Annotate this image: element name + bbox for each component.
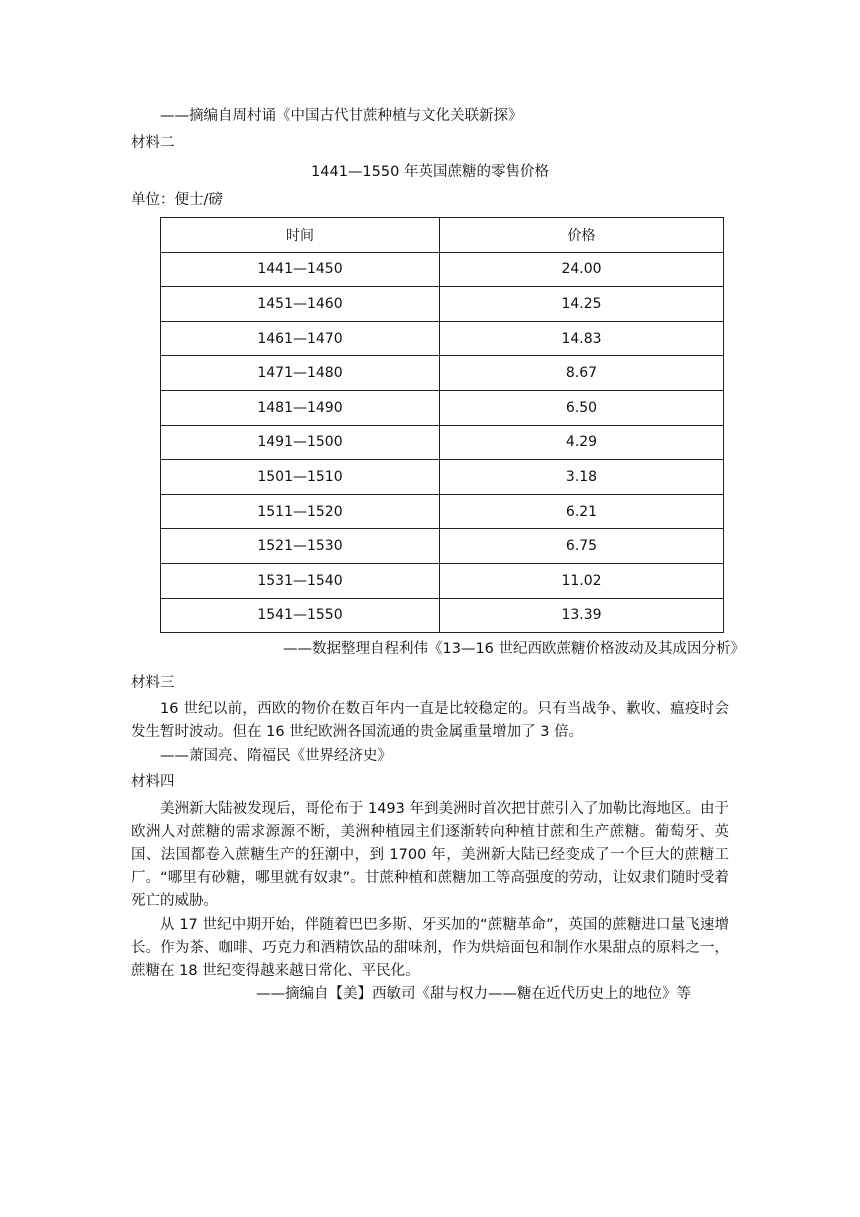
table-row <box>161 356 724 391</box>
price-cell: 14.25 <box>440 287 724 322</box>
table-row <box>161 460 724 495</box>
price-cell: 6.50 <box>440 390 724 425</box>
period-cell: 1501—1510 <box>161 460 440 495</box>
material2-source: ——数据整理自程利伟《13—16 世纪西欧蔗糖价格波动及其成因分析》 <box>283 641 746 657</box>
price-cell: 24.00 <box>440 252 724 287</box>
table-title: 1441—1550 年英国蔗糖的零售价格 <box>311 164 549 180</box>
price-cell: 14.83 <box>440 321 724 356</box>
price-cell: 13.39 <box>440 598 724 633</box>
column-header-period: 时间 <box>161 218 440 253</box>
table-row <box>161 425 724 460</box>
period-cell: 1471—1480 <box>161 356 440 391</box>
period-cell: 1541—1550 <box>161 598 440 633</box>
material2-heading: 材料二 <box>131 135 175 151</box>
table-row <box>161 529 724 564</box>
table-row <box>161 494 724 529</box>
period-cell: 1481—1490 <box>161 390 440 425</box>
period-cell: 1491—1500 <box>161 425 440 460</box>
price-cell: 6.21 <box>440 494 724 529</box>
table-row <box>161 287 724 322</box>
table-row <box>161 598 724 633</box>
period-cell: 1441—1450 <box>161 252 440 287</box>
price-cell: 6.75 <box>440 529 724 564</box>
price-cell: 3.18 <box>440 460 724 495</box>
table-header-row <box>161 218 724 253</box>
period-cell: 1461—1470 <box>161 321 440 356</box>
table-row <box>161 390 724 425</box>
period-cell: 1521—1530 <box>161 529 440 564</box>
period-cell: 1451—1460 <box>161 287 440 322</box>
price-cell: 4.29 <box>440 425 724 460</box>
table-unit: 单位：便士/磅 <box>131 192 223 208</box>
price-cell: 11.02 <box>440 563 724 598</box>
table-row <box>161 252 724 287</box>
material3-heading: 材料三 <box>131 675 175 691</box>
price-table <box>160 217 724 633</box>
material4-heading: 材料四 <box>131 774 175 790</box>
period-cell: 1511—1520 <box>161 494 440 529</box>
material1-source: ——摘编自周村诵《中国古代甘蔗种植与文化关联新探》 <box>160 108 523 124</box>
table-row <box>161 563 724 598</box>
table-row <box>161 321 724 356</box>
column-header-price: 价格 <box>440 218 724 253</box>
material3-source: ——萧国亮、隋福民《世界经济史》 <box>160 748 392 764</box>
material4-paragraph-2: 从 17 世纪中期开始，伴随着巴巴多斯、牙买加的“蔗糖革命”，英国的蔗糖进口量飞速增长。作为茶、咖啡、巧克力和酒精饮品的甜味剂，作为烘焙面包和制作水果甜点的原料之一，蔗糖在 18 世纪变得越来越日常化、平民化。 <box>131 917 729 979</box>
material4-paragraph-1: 美洲新大陆被发现后，哥伦布于 1493 年到美洲时首次把甘蔗引入了加勒比海地区。由于欧洲人对蔗糖的需求源源不断，美洲种植园主们逐渐转向种植甘蔗和生产蔗糖。葡萄牙、英国、法国都卷入蔗糖生产的狂潮中，到 1700 年，美洲新大陆已经变成了一个巨大的蔗糖工厂。“哪里有砂糖，哪里就有奴隶”。甘蔗种植和蔗糖加工等高强度的劳动，让奴隶们随时受着死亡的威胁。 <box>131 801 729 909</box>
material4-source: ——摘编自【美】西敏司《甜与权力——糖在近代历史上的地位》等 <box>256 986 691 1002</box>
period-cell: 1531—1540 <box>161 563 440 598</box>
price-cell: 8.67 <box>440 356 724 391</box>
material3-text: 16 世纪以前，西欧的物价在数百年内一直是比较稳定的。只有当战争、歉收、瘟疫时会发生暂时波动。但在 16 世纪欧洲各国流通的贵金属重量增加了 3 倍。 <box>131 701 729 740</box>
